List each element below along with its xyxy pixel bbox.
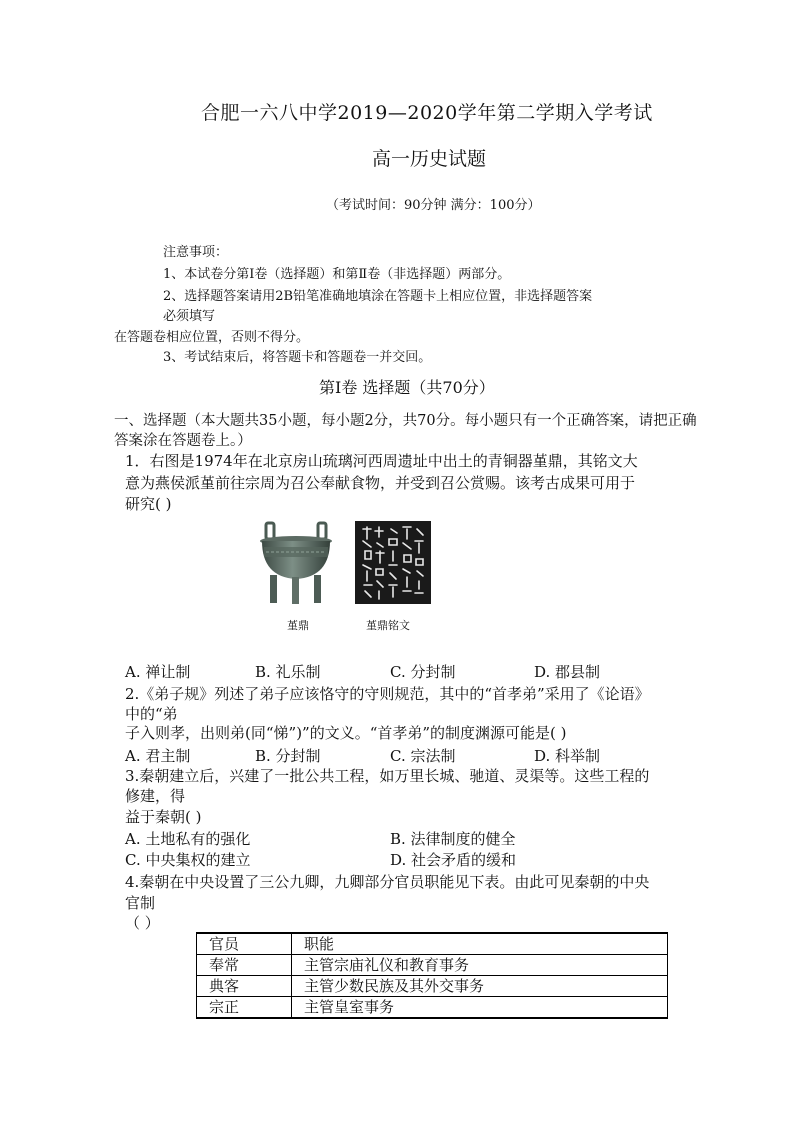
table-cell: 典客	[197, 976, 292, 997]
q3-option-a[interactable]: A. 土地私有的强化	[125, 830, 251, 848]
q3-line-2: 修建，得	[125, 787, 186, 805]
q1-option-a[interactable]: A. 禅让制	[125, 663, 191, 681]
q2-option-d[interactable]: D. 科举制	[534, 747, 601, 765]
table-cell: 宗正	[197, 997, 292, 1019]
notes-line-1: 1、本试卷分第Ⅰ卷（选择题）和第Ⅱ卷（非选择题）两部分。	[163, 267, 511, 282]
table-cell: 主管宗庙礼仪和教育事务	[292, 955, 668, 976]
notes-line-2b: 必须填写	[163, 309, 216, 324]
q1-line-3: 研究( )	[125, 495, 172, 513]
section-intro-1: 一、选择题（本大题共35小题，每小题2分，共70分。每小题只有一个正确答案，请把正确	[114, 413, 697, 429]
table-row	[197, 955, 668, 976]
q1-line-2: 意为燕侯派堇前往宗周为召公奉献食物，并受到召公赏赐。该考古成果可用于	[125, 474, 636, 492]
table-header-row	[197, 933, 668, 955]
q2-line-1: 2.《弟子规》列述了弟子应该恪守的守则规范，其中的“首孝弟”采用了《论语》	[125, 685, 650, 703]
q2-option-b[interactable]: B. 分封制	[255, 747, 321, 765]
notes-line-3: 3、考试结束后，将答题卡和答题卷一并交回。	[163, 350, 432, 365]
table-cell: 主管皇室事务	[292, 997, 668, 1019]
q4-line-2: 官制	[125, 894, 156, 912]
officials-table	[196, 932, 668, 1019]
exam-title: 合肥一六八中学2019—2020学年第二学期入学考试	[201, 102, 653, 124]
q1-option-c[interactable]: C. 分封制	[390, 663, 456, 681]
q4-line-1: 4.秦朝在中央设置了三公九卿，九卿部分官员职能见下表。由此可见秦朝的中央	[125, 873, 650, 891]
table-row	[197, 997, 668, 1019]
inscription-rubbing-image	[355, 521, 431, 604]
exam-info: （考试时间：90分钟 满分：100分）	[326, 198, 541, 213]
bronze-ding-image	[256, 521, 336, 607]
table-cell: 主管少数民族及其外交事务	[292, 976, 668, 997]
notes-heading: 注意事项：	[163, 245, 229, 260]
notes-line-2a: 2、选择题答案请用2B铅笔准确地填涂在答题卡上相应位置，非选择题答案	[163, 289, 593, 304]
q2-option-c[interactable]: C. 宗法制	[390, 747, 456, 765]
section-intro-2: 答案涂在答题卷上。）	[114, 433, 252, 449]
q1-option-d[interactable]: D. 郡县制	[534, 663, 601, 681]
q1-line-1: 1．右图是1974年在北京房山琉璃河西周遗址中出土的青铜器堇鼎，其铭文大	[125, 452, 638, 470]
table-row	[197, 976, 668, 997]
q3-option-d[interactable]: D. 社会矛盾的缓和	[390, 851, 517, 869]
section-title: 第Ⅰ卷 选择题（共70分）	[319, 378, 495, 397]
q4-line-3: （ ）	[125, 914, 160, 932]
q3-line-1: 3.秦朝建立后，兴建了一批公共工程，如万里长城、驰道、灵渠等。这些工程的	[125, 767, 650, 785]
notes-line-2c: 在答题卷相应位置，否则不得分。	[114, 330, 310, 345]
q1-option-b[interactable]: B. 礼乐制	[255, 663, 321, 681]
q3-line-3: 益于秦朝( )	[125, 808, 202, 826]
q3-option-b[interactable]: B. 法律制度的健全	[390, 830, 516, 848]
table-header-cell: 官员	[197, 933, 292, 955]
table-header-cell: 职能	[292, 933, 668, 955]
table-cell: 奉常	[197, 955, 292, 976]
q3-option-c[interactable]: C. 中央集权的建立	[125, 851, 251, 869]
caption-inscription: 堇鼎铭文	[366, 619, 410, 632]
caption-ding: 堇鼎	[287, 619, 309, 632]
q2-line-3: 子入则孝，出则弟(同“悌”)”的文义。“首孝弟”的制度渊源可能是( )	[125, 724, 567, 742]
q2-option-a[interactable]: A. 君主制	[125, 747, 191, 765]
q2-line-2: 中的“弟	[125, 705, 178, 723]
exam-subtitle: 高一历史试题	[372, 148, 487, 170]
